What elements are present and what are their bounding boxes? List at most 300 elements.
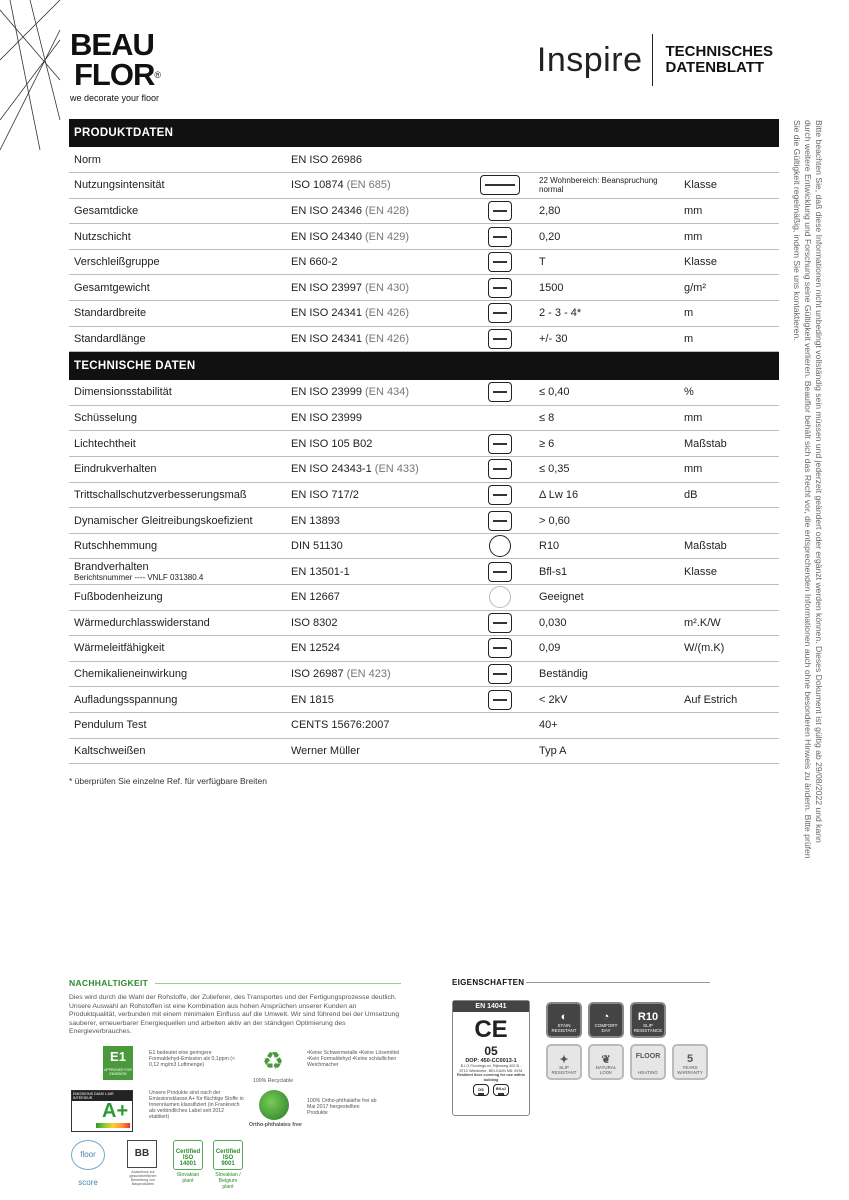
- value: Bfl-s1: [539, 565, 568, 578]
- property-subnote: Berichtsnummer ---- VNLF 031380.4: [74, 573, 204, 583]
- icon-cell: [466, 712, 534, 738]
- spec-row: [69, 147, 779, 173]
- value: R10: [539, 540, 560, 553]
- section-header: [69, 119, 779, 147]
- logo-tagline: we decorate your floor: [70, 93, 160, 103]
- side-disclaimer: [792, 120, 826, 860]
- standard-cell: [286, 301, 466, 327]
- value: < 2kV: [539, 693, 568, 706]
- standard-alt: (EN 434): [365, 386, 410, 399]
- spec-row: [69, 661, 779, 687]
- value-cell: [534, 533, 679, 559]
- badge-glyph: ❦: [601, 1054, 611, 1066]
- a-plus-grade: A+: [102, 1100, 129, 1122]
- iso-14001-logo: [173, 1140, 203, 1170]
- doc-title: [665, 44, 773, 76]
- value-cell: [534, 508, 679, 534]
- property-name-cell: [69, 636, 286, 662]
- standard: ISO 26987: [291, 668, 344, 681]
- spec-row: [69, 712, 779, 738]
- spec-row: [69, 301, 779, 327]
- value-cell: [534, 457, 679, 483]
- icon-cell: [466, 687, 534, 713]
- property-name: Schüsselung: [74, 412, 137, 425]
- property-name: Verschleißgruppe: [74, 256, 160, 269]
- value: +/- 30: [539, 332, 568, 345]
- r10-icon: [489, 535, 511, 557]
- standard-cell: [286, 198, 466, 224]
- iso-14001-num: 14001: [179, 1161, 197, 1167]
- chemical-resistance-icon: [488, 664, 512, 684]
- section-header: [69, 352, 779, 380]
- ce-dop: DOP: 450-CC0013-1: [465, 1058, 517, 1064]
- unit-cell: [679, 482, 779, 508]
- spec-row: [69, 173, 779, 199]
- unit-cell: [679, 380, 779, 406]
- unit: dB: [684, 488, 698, 501]
- standard: ISO 8302: [291, 616, 338, 629]
- unit-cell: [679, 198, 779, 224]
- unit-cell: [679, 431, 779, 457]
- standard-cell: [286, 610, 466, 636]
- value-cell: [534, 661, 679, 687]
- property-name: Standardlänge: [74, 332, 146, 345]
- standard-cell: [286, 559, 466, 585]
- iso-9001-top: Certified ISO: [215, 1149, 241, 1161]
- icon-cell: [466, 147, 534, 173]
- property-name-cell: [69, 508, 286, 534]
- standard-cell: [286, 738, 466, 764]
- indentation-icon: [488, 459, 512, 479]
- icon-cell: [466, 326, 534, 352]
- e1-label: E1: [110, 1049, 126, 1064]
- value-cell: [534, 275, 679, 301]
- thermal-conductivity-icon: [488, 638, 512, 658]
- ortho-free-globe-icon: [259, 1090, 289, 1120]
- standard: EN ISO 105 B02: [291, 437, 373, 450]
- standard: EN 12524: [291, 642, 340, 655]
- badge-glyph: 5: [686, 1053, 694, 1065]
- icon-cell: [466, 636, 534, 662]
- value: 22 Wohnbereich: Beanspruchung normal: [539, 176, 658, 195]
- e1-sub: APPROVED FOR EMISSION: [104, 1068, 132, 1076]
- property-name: Rutschhemmung: [74, 540, 158, 553]
- unit: W/(m.K): [684, 642, 725, 655]
- badge-label: COMFORT DAY: [594, 1023, 618, 1033]
- property-name-cell: [69, 380, 286, 406]
- standard-cell: [286, 712, 466, 738]
- standard-cell: [286, 431, 466, 457]
- value: Δ Lw 16: [539, 488, 579, 501]
- spec-row: [69, 198, 779, 224]
- product-name: Inspire: [536, 40, 643, 79]
- unit-cell: [679, 687, 779, 713]
- unit: Auf Estrich: [684, 693, 738, 706]
- spec-row: [69, 326, 779, 352]
- ce-number: 05: [484, 1044, 498, 1058]
- iso-9001-plant: Slovakian / Belgium plant: [215, 1172, 241, 1190]
- standard-cell: [286, 508, 466, 534]
- unit: mm: [684, 412, 703, 425]
- floor-heating-icon: [489, 586, 511, 608]
- standard: EN ISO 26986: [291, 153, 362, 166]
- unit-cell: [679, 224, 779, 250]
- unit-cell: [679, 405, 779, 431]
- standard-cell: [286, 173, 466, 199]
- unit: m: [684, 332, 694, 345]
- value-cell: [534, 380, 679, 406]
- unit: g/m²: [684, 281, 706, 294]
- width-icon: [488, 303, 512, 323]
- standard-cell: [286, 405, 466, 431]
- property-name-cell: [69, 457, 286, 483]
- standard-alt: (EN 423): [346, 668, 391, 681]
- wear-layer-icon: [488, 227, 512, 247]
- properties-section: [452, 978, 710, 1128]
- standard-cell: [286, 661, 466, 687]
- property-name-cell: [69, 687, 286, 713]
- value-cell: [534, 482, 679, 508]
- property-name-cell: [69, 326, 286, 352]
- icon-cell: [466, 738, 534, 764]
- property-name: Wärmedurchlasswiderstand: [74, 616, 210, 629]
- standard: CENTS 15676:2007: [291, 719, 390, 732]
- property-name-cell: [69, 610, 286, 636]
- spec-row: [69, 380, 779, 406]
- property-name: Dimensionsstabilität: [74, 386, 172, 399]
- slip-resistant-badge: [546, 1044, 582, 1080]
- iso-14001-top: Certified ISO: [175, 1149, 201, 1161]
- spec-row: [69, 559, 779, 585]
- r10-badge: [630, 1002, 666, 1038]
- property-name: Chemikalieneinwirkung: [74, 668, 188, 681]
- fire-bfl-s1-icon: [488, 562, 512, 582]
- value: 0,030: [539, 616, 567, 629]
- property-name-cell: [69, 559, 286, 585]
- icon-cell: [466, 173, 534, 199]
- standard-cell: [286, 482, 466, 508]
- unit-cell: [679, 301, 779, 327]
- badge-label: NATURAL LOOK: [595, 1065, 617, 1075]
- property-name-cell: [69, 533, 286, 559]
- registered-mark: ®: [154, 70, 161, 80]
- standard-cell: [286, 249, 466, 275]
- value: Typ A: [539, 744, 567, 757]
- badge-glyph: ◐: [560, 1011, 568, 1023]
- unit: mm: [684, 230, 703, 243]
- icon-cell: [466, 301, 534, 327]
- value-cell: [534, 173, 679, 199]
- logo-line-2: FLOR: [74, 57, 155, 92]
- value-cell: [534, 559, 679, 585]
- spec-row: [69, 738, 779, 764]
- icon-cell: [466, 275, 534, 301]
- unit-cell: [679, 326, 779, 352]
- standard: EN ISO 24343-1: [291, 463, 372, 476]
- natural-look-badge: [588, 1044, 624, 1080]
- ce-description: Resilient floor covering for use within building: [457, 1073, 525, 1082]
- properties-title: EIGENSCHAFTEN: [452, 978, 525, 987]
- a-plus-head: EMISSIONS DANS L'AIR INTÉRIEUR: [72, 1091, 132, 1101]
- value: 0,09: [539, 642, 561, 655]
- side-disclaimer-text: Bitte beachten Sie, daß diese Informationen nicht unbedingt vollständig sein müssen und jederzeit geändert oder ergänzt werden können. Dieses Dokument ist gültig ab 29/08/2022 und kann durch weitere Entwicklung und Forschung seine Gültigkeit verlieren. Beauflor behält sich das Recht vor, die entsprechenden Informationen auch ohne besonderen Hinweis zu ändern. Bitte prüfen Sie die Gültigkeit regelmäßig, indem Sie uns kontaktieren.: [792, 120, 824, 859]
- icon-cell: [466, 533, 534, 559]
- standard-cell: [286, 147, 466, 173]
- value-cell: [534, 687, 679, 713]
- property-name-cell: [69, 661, 286, 687]
- standard: EN ISO 24341: [291, 307, 362, 320]
- value: 40+: [539, 719, 558, 732]
- section-title: TECHNISCHE DATEN: [69, 352, 779, 380]
- property-name: Wärmeleitfähigkeit: [74, 642, 165, 655]
- standard-alt: (EN 430): [365, 281, 410, 294]
- length-icon: [488, 329, 512, 349]
- ce-address: B.I.G Floorings nv, Rijksweg 402 B - 8710 Wielsbeke, BELGIUM NB: 0934: [459, 1064, 523, 1073]
- unit: Maßstab: [684, 540, 727, 553]
- unit-cell: [679, 533, 779, 559]
- unit: mm: [684, 204, 703, 217]
- value: ≤ 8: [539, 412, 555, 425]
- value: Geeignet: [539, 591, 584, 604]
- floorscore-logo: floor score: [71, 1140, 105, 1170]
- property-name: Fußbodenheizung: [74, 591, 163, 604]
- property-name-cell: [69, 738, 286, 764]
- ortho-free-label: Ortho-phthalates free: [249, 1122, 302, 1128]
- value-cell: [534, 224, 679, 250]
- spec-row: [69, 431, 779, 457]
- agbb-text: Ausschuss zur gesundheitlichen Bewertung von Bauprodukten: [129, 1170, 157, 1186]
- standard-cell: [286, 687, 466, 713]
- property-name: Brandverhalten: [74, 561, 149, 574]
- value-cell: [534, 712, 679, 738]
- value: T: [539, 256, 546, 269]
- value-cell: [534, 405, 679, 431]
- spec-row: [69, 224, 779, 250]
- slip-resistance-ds-icon: [488, 511, 512, 531]
- thermal-resistance-icon: [488, 613, 512, 633]
- unit-cell: [679, 636, 779, 662]
- unit: Maßstab: [684, 437, 727, 450]
- standard: Werner Müller: [291, 744, 360, 757]
- e1-badge: [103, 1046, 133, 1080]
- spec-row: [69, 275, 779, 301]
- standard-cell: [286, 224, 466, 250]
- iso-14001-plant: Slovakian plant: [176, 1172, 200, 1184]
- standard-alt: (EN 428): [365, 204, 410, 217]
- standard: EN ISO 23999: [291, 412, 362, 425]
- standard-alt: (EN 685): [346, 179, 391, 192]
- footnote: * überprüfen Sie einzelne Ref. für verfügbare Breiten: [69, 776, 267, 786]
- badge-label: HEATING: [638, 1070, 658, 1075]
- spec-row: [69, 405, 779, 431]
- property-name-cell: [69, 712, 286, 738]
- badge-label: YEARS WARRANTY: [677, 1065, 703, 1075]
- a-plus-text: Unsere Produkte sind nach der Emissionsklasse A+ für flüchtige Stoffe in Innenräumen klassifiziert (in Frankreich als verbindliches Label seit 2012 etabliert): [149, 1090, 244, 1120]
- beauflor-logo: [70, 27, 210, 103]
- property-name: Trittschallschutzverbesserungsmaß: [74, 488, 247, 501]
- unit-cell: [679, 559, 779, 585]
- property-name-cell: [69, 431, 286, 457]
- value-cell: [534, 431, 679, 457]
- value: Beständig: [539, 668, 588, 681]
- value: ≥ 6: [539, 437, 555, 450]
- property-name: Pendulum Test: [74, 719, 147, 732]
- property-name-cell: [69, 147, 286, 173]
- icon-cell: [466, 380, 534, 406]
- spec-row: [69, 585, 779, 611]
- property-name-cell: [69, 301, 286, 327]
- unit-cell: [679, 610, 779, 636]
- value-cell: [534, 610, 679, 636]
- standard: EN 1815: [291, 693, 334, 706]
- standard-cell: [286, 380, 466, 406]
- standard-alt: (EN 426): [365, 332, 410, 345]
- badge-label: STAIN RESISTANT: [551, 1023, 577, 1033]
- unit: m².K/W: [684, 616, 721, 629]
- standard-cell: [286, 326, 466, 352]
- property-name: Norm: [74, 153, 101, 166]
- icon-cell: [466, 405, 534, 431]
- property-name: Dynamischer Gleitreibungskoefizient: [74, 514, 253, 527]
- dimensional-stability-icon: [488, 382, 512, 402]
- warranty-badge: [672, 1044, 708, 1080]
- spec-row: [69, 457, 779, 483]
- unit: mm: [684, 463, 703, 476]
- standard: ISO 10874: [291, 179, 344, 192]
- floor-heating-badge: [630, 1044, 666, 1080]
- standard: EN 660-2: [291, 256, 338, 269]
- sustainability-section: [69, 978, 401, 1188]
- value-cell: [534, 636, 679, 662]
- value-cell: [534, 147, 679, 173]
- standard: EN 13893: [291, 514, 340, 527]
- recyclable-label: 100% Recyclable: [253, 1078, 294, 1084]
- standard-alt: (EN 433): [374, 463, 419, 476]
- property-name: Gesamtgewicht: [74, 281, 150, 294]
- property-name-cell: [69, 585, 286, 611]
- standard-alt: (EN 426): [365, 307, 410, 320]
- icon-cell: [466, 610, 534, 636]
- badge-glyph: ✦: [559, 1054, 569, 1066]
- unit-cell: [679, 661, 779, 687]
- standard: DIN 51130: [291, 540, 343, 553]
- iso-9001-logo: [213, 1140, 243, 1170]
- value: 2,80: [539, 204, 561, 217]
- light-fastness-icon: [488, 434, 512, 454]
- spec-row: [69, 482, 779, 508]
- spec-row: [69, 636, 779, 662]
- value-cell: [534, 198, 679, 224]
- icon-cell: [466, 508, 534, 534]
- spec-row: [69, 687, 779, 713]
- property-name-cell: [69, 198, 286, 224]
- property-name: Nutzschicht: [74, 230, 131, 243]
- value: ≤ 0,35: [539, 463, 570, 476]
- section-title: PRODUKTDATEN: [69, 119, 779, 147]
- standard: EN 12667: [291, 591, 340, 604]
- document-header: [537, 34, 773, 86]
- standard: EN 13501-1: [291, 565, 350, 578]
- property-name-cell: [69, 173, 286, 199]
- ce-ds-icon: DS: [473, 1084, 489, 1096]
- value: 1500: [539, 281, 564, 294]
- a-plus-label: [71, 1090, 133, 1132]
- standard: EN ISO 717/2: [291, 488, 359, 501]
- total-thickness-icon: [488, 201, 512, 221]
- unit: m: [684, 307, 694, 320]
- unit-cell: [679, 585, 779, 611]
- property-name: Nutzungsintensität: [74, 179, 165, 192]
- badge-glyph: ◔: [602, 1011, 610, 1023]
- sustainability-title: NACHHALTIGKEIT: [69, 978, 149, 988]
- standard: EN ISO 24341: [291, 332, 362, 345]
- property-name-cell: [69, 482, 286, 508]
- standard-cell: [286, 585, 466, 611]
- ce-mark: CE: [474, 1016, 508, 1043]
- standard-cell: [286, 275, 466, 301]
- ce-norm: EN 14041: [453, 1001, 529, 1012]
- a-plus-scale: [96, 1123, 130, 1128]
- doc-title-line-2: DATENBLATT: [665, 59, 765, 76]
- property-name-cell: [69, 224, 286, 250]
- agbb-logo: BB: [127, 1140, 157, 1168]
- spec-row: [69, 610, 779, 636]
- property-name: Eindrukverhalten: [74, 463, 157, 476]
- no-harmful-list: •Keine Schwermetalle •Keine Lösemittel •Kein Formaldehyd •Keine schädlichen Weichmacher: [307, 1050, 400, 1068]
- icon-cell: [466, 457, 534, 483]
- standard: EN ISO 23997: [291, 281, 362, 294]
- stain-resistant-badge: [546, 1002, 582, 1038]
- property-name-cell: [69, 249, 286, 275]
- standard: EN ISO 24346: [291, 204, 362, 217]
- ortho-free-text: 100% Ortho-phthalathe frei ab Mai 2017 hergestellten Produkte: [307, 1098, 377, 1116]
- property-name: Aufladungsspannung: [74, 693, 178, 706]
- ce-fire-icon: Bfl-s1: [493, 1084, 509, 1096]
- logo-line-1: BEAU: [70, 27, 154, 62]
- standard-alt: (EN 429): [365, 230, 410, 243]
- unit-cell: [679, 147, 779, 173]
- doc-title-line-1: TECHNISCHES: [665, 43, 773, 60]
- comfort-badge: [588, 1002, 624, 1038]
- recycle-icon: ♻: [262, 1048, 284, 1075]
- icon-cell: [466, 559, 534, 585]
- value: 0,20: [539, 230, 561, 243]
- iso-9001-num: 9001: [221, 1161, 235, 1167]
- unit: Klasse: [684, 179, 718, 192]
- badge-glyph: FLOOR: [635, 1053, 661, 1060]
- weight-icon: [488, 278, 512, 298]
- value-cell: [534, 585, 679, 611]
- value: ≤ 0,40: [539, 386, 570, 399]
- property-name-cell: [69, 405, 286, 431]
- icon-cell: [466, 431, 534, 457]
- standard-cell: [286, 457, 466, 483]
- unit: Klasse: [684, 256, 718, 269]
- unit: %: [684, 386, 694, 399]
- unit-cell: [679, 249, 779, 275]
- sustainability-rule: [155, 983, 401, 984]
- standard: EN ISO 23999: [291, 386, 362, 399]
- badge-label: SLIP RESISTANT: [551, 1065, 577, 1075]
- wear-group-icon: [488, 252, 512, 272]
- header-divider: [652, 34, 653, 86]
- impact-sound-icon: [488, 485, 512, 505]
- value-cell: [534, 301, 679, 327]
- spec-row: [69, 508, 779, 534]
- standard-cell: [286, 533, 466, 559]
- spec-table: [69, 119, 779, 764]
- badge-glyph: R10: [637, 1011, 659, 1023]
